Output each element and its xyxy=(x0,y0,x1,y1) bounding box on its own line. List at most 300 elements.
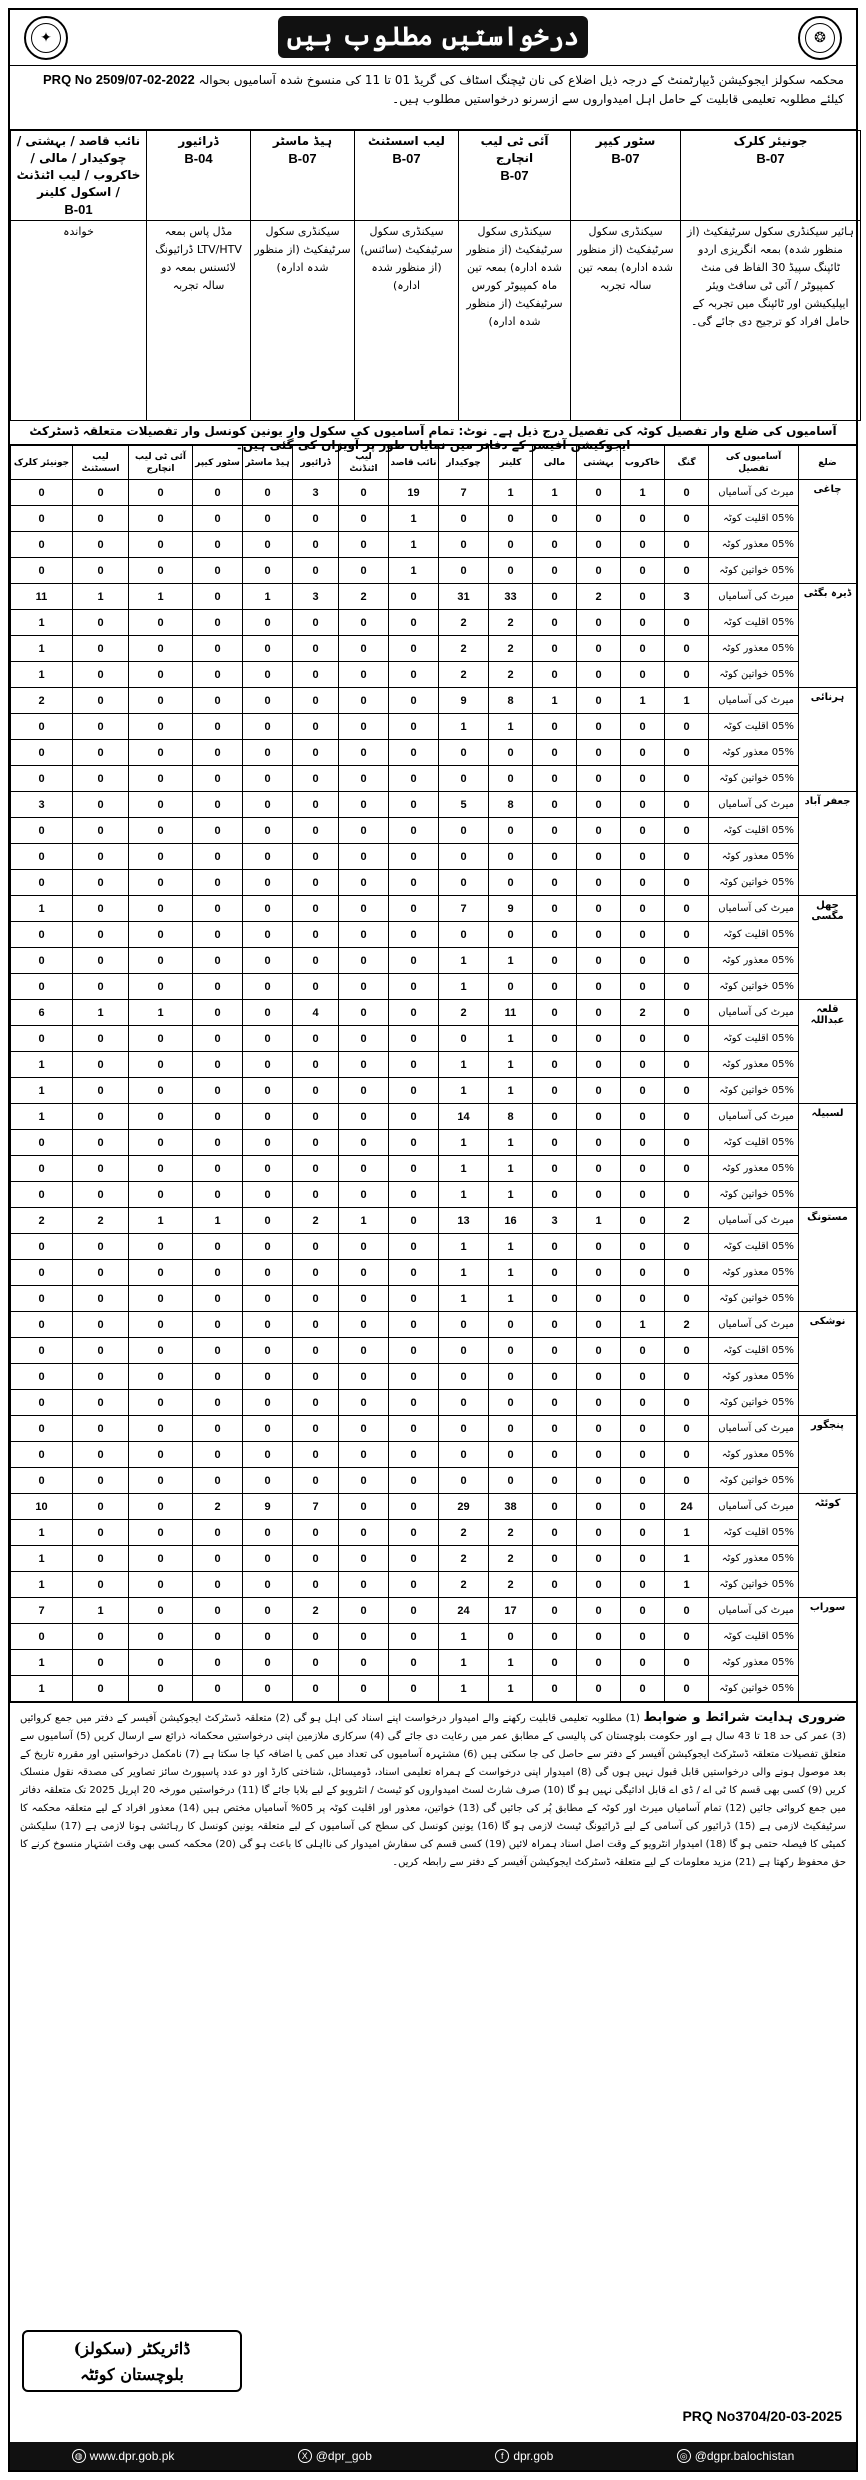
vacancy-count: 0 xyxy=(665,766,709,792)
vacancy-count: 0 xyxy=(577,1156,621,1182)
vacancy-count: 0 xyxy=(193,792,243,818)
table-row xyxy=(11,1260,857,1286)
vacancy-count: 0 xyxy=(389,1208,439,1234)
vacancy-count: 1 xyxy=(11,1546,73,1572)
table-row xyxy=(11,1468,857,1494)
vacancy-count: 0 xyxy=(129,1650,193,1676)
vacancy-count: 0 xyxy=(129,896,193,922)
vacancy-count: 8 xyxy=(489,688,533,714)
vacancy-count: 0 xyxy=(577,1364,621,1390)
vacancy-count: 0 xyxy=(11,532,73,558)
vacancy-count: 0 xyxy=(533,1442,577,1468)
vacancy-count: 0 xyxy=(621,1286,665,1312)
signature-block xyxy=(10,2322,856,2442)
posts-table xyxy=(10,130,861,421)
table-row xyxy=(11,792,857,818)
vacancy-count: 0 xyxy=(293,1260,339,1286)
vacancy-count: 0 xyxy=(339,1468,389,1494)
vacancy-count: 0 xyxy=(621,1390,665,1416)
vacancy-count: 24 xyxy=(439,1598,489,1624)
vacancy-count: 0 xyxy=(665,662,709,688)
vacancy-count: 0 xyxy=(73,870,129,896)
grid-column-header: سٹور کیپر xyxy=(193,446,243,480)
vacancy-count: 0 xyxy=(489,1468,533,1494)
post-qualification: سیکنڈری سکول سرٹیفکیٹ (از منظور شدہ ادارہ) xyxy=(251,221,355,421)
vacancy-count: 0 xyxy=(339,1624,389,1650)
table-row xyxy=(11,610,857,636)
vacancy-count: 0 xyxy=(339,922,389,948)
vacancy-count: 0 xyxy=(243,1676,293,1702)
vacancy-count: 0 xyxy=(577,1624,621,1650)
vacancy-count: 0 xyxy=(193,558,243,584)
vacancy-count: 0 xyxy=(533,1312,577,1338)
vacancy-count: 0 xyxy=(533,1494,577,1520)
vacancy-count: 0 xyxy=(621,1468,665,1494)
quota-label: 05% اقلیت کوٹہ xyxy=(709,506,799,532)
vacancy-count: 0 xyxy=(533,1260,577,1286)
vacancy-count: 1 xyxy=(73,1598,129,1624)
vacancy-count: 0 xyxy=(243,948,293,974)
vacancy-count: 0 xyxy=(389,1130,439,1156)
vacancy-count: 0 xyxy=(129,844,193,870)
vacancy-count: 0 xyxy=(577,1546,621,1572)
vacancy-count: 1 xyxy=(665,688,709,714)
vacancy-count: 0 xyxy=(11,818,73,844)
vacancy-count: 0 xyxy=(577,1312,621,1338)
vacancy-count: 1 xyxy=(489,1026,533,1052)
vacancy-count: 0 xyxy=(621,1572,665,1598)
vacancy-count: 33 xyxy=(489,584,533,610)
vacancy-count: 3 xyxy=(293,480,339,506)
vacancy-count: 0 xyxy=(293,974,339,1000)
district-name: قلعہ عبداللہ xyxy=(799,1000,857,1104)
vacancy-count: 0 xyxy=(243,1624,293,1650)
vacancy-count: 1 xyxy=(11,1104,73,1130)
director-stamp xyxy=(22,2330,242,2392)
vacancy-count: 1 xyxy=(73,584,129,610)
vacancy-count: 0 xyxy=(621,506,665,532)
vacancy-count: 1 xyxy=(489,1052,533,1078)
vacancy-count: 2 xyxy=(489,662,533,688)
vacancy-count: 0 xyxy=(339,1260,389,1286)
vacancy-count: 0 xyxy=(129,1390,193,1416)
vacancy-count: 0 xyxy=(129,558,193,584)
vacancy-count: 0 xyxy=(243,1416,293,1442)
vacancy-count: 0 xyxy=(11,1026,73,1052)
conditions-title: ضروری ہدایت شرائط و ضوابط xyxy=(643,1710,846,1725)
vacancy-count: 0 xyxy=(73,636,129,662)
vacancy-count: 0 xyxy=(73,1078,129,1104)
vacancy-count: 0 xyxy=(339,636,389,662)
post-grade: B-07 xyxy=(500,168,529,183)
table-row xyxy=(11,766,857,792)
vacancy-count: 0 xyxy=(73,662,129,688)
vacancy-count: 0 xyxy=(621,974,665,1000)
vacancy-count: 19 xyxy=(389,480,439,506)
vacancy-count: 1 xyxy=(389,532,439,558)
x-icon: X xyxy=(298,2449,312,2463)
vacancy-count: 0 xyxy=(533,1572,577,1598)
vacancy-count: 0 xyxy=(243,1650,293,1676)
vacancy-count: 0 xyxy=(533,1390,577,1416)
district-name: لسبیلہ xyxy=(799,1104,857,1208)
table-row xyxy=(11,1442,857,1468)
vacancy-count: 0 xyxy=(665,1234,709,1260)
vacancy-count: 0 xyxy=(293,1156,339,1182)
table-row xyxy=(11,1286,857,1312)
table-row xyxy=(11,1104,857,1130)
vacancy-count: 0 xyxy=(73,974,129,1000)
vacancy-count: 24 xyxy=(665,1494,709,1520)
district-name: ہرنائی xyxy=(799,688,857,792)
vacancy-count: 0 xyxy=(293,1078,339,1104)
vacancy-count: 0 xyxy=(129,610,193,636)
vacancy-count: 0 xyxy=(621,1130,665,1156)
vacancy-count: 2 xyxy=(665,1312,709,1338)
vacancy-count: 0 xyxy=(577,766,621,792)
vacancy-count: 0 xyxy=(533,1052,577,1078)
vacancy-count: 0 xyxy=(243,974,293,1000)
vacancy-count: 0 xyxy=(533,1546,577,1572)
vacancy-count: 0 xyxy=(665,922,709,948)
vacancy-count: 0 xyxy=(621,870,665,896)
social-link[interactable] xyxy=(72,2449,175,2464)
vacancy-count: 0 xyxy=(193,1312,243,1338)
vacancy-count: 0 xyxy=(129,818,193,844)
vacancy-count: 0 xyxy=(129,1520,193,1546)
district-name: مستونگ xyxy=(799,1208,857,1312)
vacancy-count: 0 xyxy=(533,792,577,818)
vacancy-count: 0 xyxy=(389,1234,439,1260)
table-row xyxy=(11,922,857,948)
vacancy-count: 0 xyxy=(293,740,339,766)
vacancy-count: 1 xyxy=(489,1286,533,1312)
vacancy-count: 0 xyxy=(533,714,577,740)
vacancy-count: 10 xyxy=(11,1494,73,1520)
vacancy-count: 0 xyxy=(339,974,389,1000)
vacancy-grid xyxy=(10,445,857,1702)
vacancy-count: 3 xyxy=(11,792,73,818)
vacancy-count: 0 xyxy=(389,610,439,636)
vacancy-count: 11 xyxy=(11,584,73,610)
vacancy-count: 4 xyxy=(293,1000,339,1026)
vacancy-count: 0 xyxy=(293,1468,339,1494)
vacancy-count: 0 xyxy=(73,1156,129,1182)
vacancy-count: 0 xyxy=(389,974,439,1000)
vacancy-count: 0 xyxy=(129,1494,193,1520)
vacancy-count: 0 xyxy=(73,740,129,766)
social-text: www.dpr.gob.pk xyxy=(89,2448,175,2463)
vacancy-count: 0 xyxy=(129,1312,193,1338)
vacancy-count: 0 xyxy=(243,1312,293,1338)
director-title: ڈائریکٹر (سکولز) xyxy=(73,2339,191,2358)
vacancy-count: 0 xyxy=(11,1468,73,1494)
vacancy-count: 0 xyxy=(577,636,621,662)
vacancy-count: 2 xyxy=(439,1520,489,1546)
vacancy-count: 0 xyxy=(339,1000,389,1026)
vacancy-count: 0 xyxy=(621,896,665,922)
vacancy-count: 0 xyxy=(129,766,193,792)
vacancy-count: 0 xyxy=(577,844,621,870)
vacancy-count: 0 xyxy=(489,974,533,1000)
vacancy-count: 0 xyxy=(665,636,709,662)
table-row xyxy=(11,1598,857,1624)
vacancy-count: 0 xyxy=(489,766,533,792)
vacancy-count: 0 xyxy=(389,896,439,922)
vacancy-count: 0 xyxy=(339,1416,389,1442)
vacancy-count: 0 xyxy=(193,974,243,1000)
vacancy-count: 0 xyxy=(489,818,533,844)
vacancy-count: 0 xyxy=(389,1520,439,1546)
vacancy-count: 0 xyxy=(73,1520,129,1546)
vacancy-count: 0 xyxy=(193,740,243,766)
vacancy-count: 0 xyxy=(339,480,389,506)
vacancy-count: 0 xyxy=(489,1624,533,1650)
vacancy-count: 1 xyxy=(489,948,533,974)
vacancy-count: 0 xyxy=(11,714,73,740)
vacancy-count: 0 xyxy=(73,844,129,870)
vacancy-count: 3 xyxy=(533,1208,577,1234)
vacancy-count: 3 xyxy=(293,584,339,610)
vacancy-count: 0 xyxy=(339,740,389,766)
vacancy-count: 0 xyxy=(293,948,339,974)
vacancy-count: 0 xyxy=(243,1104,293,1130)
vacancy-count: 0 xyxy=(193,1676,243,1702)
vacancy-count: 1 xyxy=(129,1208,193,1234)
quota-label: 05% خواتین کوٹہ xyxy=(709,1468,799,1494)
vacancy-count: 0 xyxy=(439,1338,489,1364)
vacancy-count: 1 xyxy=(489,480,533,506)
vacancy-count: 0 xyxy=(73,792,129,818)
vacancy-count: 0 xyxy=(193,584,243,610)
vacancy-count: 0 xyxy=(73,1650,129,1676)
quota-label: 05% اقلیت کوٹہ xyxy=(709,1026,799,1052)
vacancy-count: 0 xyxy=(73,1494,129,1520)
vacancy-count: 0 xyxy=(243,662,293,688)
vacancy-count: 0 xyxy=(621,1052,665,1078)
vacancy-count: 0 xyxy=(129,1546,193,1572)
grid-column-header: جونیئر کلرک xyxy=(11,446,73,480)
grid-column-header: آئی ٹی لیب انچارج xyxy=(129,446,193,480)
vacancy-count: 0 xyxy=(193,896,243,922)
vacancy-count: 0 xyxy=(439,922,489,948)
vacancy-count: 0 xyxy=(129,662,193,688)
vacancy-count: 0 xyxy=(339,870,389,896)
vacancy-count: 0 xyxy=(293,1312,339,1338)
vacancy-count: 3 xyxy=(665,584,709,610)
vacancy-count: 0 xyxy=(577,1286,621,1312)
vacancy-count: 8 xyxy=(489,792,533,818)
vacancy-count: 0 xyxy=(577,974,621,1000)
vacancy-count: 0 xyxy=(11,922,73,948)
vacancy-count: 0 xyxy=(533,766,577,792)
vacancy-count: 31 xyxy=(439,584,489,610)
vacancy-count: 0 xyxy=(439,532,489,558)
vacancy-count: 0 xyxy=(11,1130,73,1156)
vacancy-count: 0 xyxy=(243,740,293,766)
quota-label: میرٹ کی آسامیاں xyxy=(709,1000,799,1026)
social-text: dpr.gob xyxy=(513,2448,554,2463)
table-row xyxy=(11,584,857,610)
vacancy-count: 0 xyxy=(129,922,193,948)
vacancy-count: 0 xyxy=(193,766,243,792)
vacancy-count: 0 xyxy=(577,610,621,636)
vacancy-count: 0 xyxy=(293,688,339,714)
vacancy-count: 0 xyxy=(577,792,621,818)
vacancy-count: 0 xyxy=(73,1624,129,1650)
vacancy-count: 0 xyxy=(577,1650,621,1676)
vacancy-count: 0 xyxy=(73,480,129,506)
vacancy-count: 0 xyxy=(129,870,193,896)
vacancy-count: 2 xyxy=(489,1572,533,1598)
vacancy-count: 2 xyxy=(11,1208,73,1234)
vacancy-count: 7 xyxy=(439,896,489,922)
vacancy-count: 0 xyxy=(389,688,439,714)
post-grade: B-07 xyxy=(288,151,317,166)
quota-label: میرٹ کی آسامیاں xyxy=(709,1598,799,1624)
vacancy-count: 2 xyxy=(73,1208,129,1234)
vacancy-count: 0 xyxy=(533,948,577,974)
vacancy-count: 0 xyxy=(243,1026,293,1052)
vacancy-count: 0 xyxy=(11,1156,73,1182)
vacancy-count: 0 xyxy=(293,506,339,532)
quota-label: میرٹ کی آسامیاں xyxy=(709,688,799,714)
intro-line-1: محکمہ سکولز ایجوکیشن ڈیپارٹمنٹ کے درجہ ذیل اضلاع کی نان ٹیچنگ اسٹاف کی گریڈ 01 تا 11 کی منسوخ شدہ آسامیوں بحوالہ xyxy=(198,73,844,87)
vacancy-count: 1 xyxy=(439,1156,489,1182)
vacancy-count: 0 xyxy=(193,1260,243,1286)
vacancy-count: 0 xyxy=(489,1416,533,1442)
vacancy-count: 0 xyxy=(489,506,533,532)
table-row xyxy=(11,1182,857,1208)
post-name: ہیڈ ماسٹر xyxy=(272,134,333,148)
social-link[interactable] xyxy=(677,2449,795,2464)
vacancy-count: 0 xyxy=(665,1130,709,1156)
vacancy-count: 1 xyxy=(11,1572,73,1598)
vacancy-count: 0 xyxy=(339,610,389,636)
vacancy-count: 0 xyxy=(389,1000,439,1026)
table-row xyxy=(11,948,857,974)
vacancy-count: 0 xyxy=(11,1260,73,1286)
post-grade: B-07 xyxy=(756,151,785,166)
social-link[interactable] xyxy=(298,2449,372,2464)
vacancy-count: 2 xyxy=(489,636,533,662)
vacancy-count: 0 xyxy=(129,1676,193,1702)
vacancy-count: 0 xyxy=(389,584,439,610)
vacancy-count: 7 xyxy=(439,480,489,506)
vacancy-count: 0 xyxy=(73,766,129,792)
vacancy-count: 1 xyxy=(439,1286,489,1312)
vacancy-count: 0 xyxy=(577,1468,621,1494)
vacancy-count: 0 xyxy=(439,1026,489,1052)
post-header xyxy=(251,131,355,221)
vacancy-count: 0 xyxy=(11,974,73,1000)
vacancy-count: 0 xyxy=(389,662,439,688)
vacancy-count: 0 xyxy=(73,1286,129,1312)
vacancy-count: 0 xyxy=(73,1572,129,1598)
table-row xyxy=(11,1208,857,1234)
government-logo xyxy=(798,16,842,60)
vacancy-count: 1 xyxy=(489,1260,533,1286)
vacancy-count: 0 xyxy=(193,844,243,870)
vacancy-count: 1 xyxy=(439,714,489,740)
vacancy-count: 1 xyxy=(11,1520,73,1546)
vacancy-count: 0 xyxy=(489,870,533,896)
district-name: کوئٹہ xyxy=(799,1494,857,1598)
vacancy-count: 1 xyxy=(489,1156,533,1182)
vacancy-count: 0 xyxy=(533,506,577,532)
table-row xyxy=(11,688,857,714)
vacancy-count: 0 xyxy=(577,1494,621,1520)
vacancy-count: 0 xyxy=(193,1390,243,1416)
vacancy-count: 0 xyxy=(11,1416,73,1442)
vacancy-count: 0 xyxy=(293,1364,339,1390)
vacancy-count: 0 xyxy=(293,610,339,636)
vacancy-count: 2 xyxy=(439,1000,489,1026)
table-row xyxy=(11,1650,857,1676)
vacancy-count: 0 xyxy=(389,1104,439,1130)
vacancy-count: 0 xyxy=(621,1520,665,1546)
vacancy-count: 0 xyxy=(73,610,129,636)
vacancy-count: 0 xyxy=(621,1442,665,1468)
vacancy-count: 0 xyxy=(533,818,577,844)
vacancy-count: 0 xyxy=(489,1312,533,1338)
quota-label: 05% خواتین کوٹہ xyxy=(709,558,799,584)
facebook-icon: f xyxy=(495,2449,509,2463)
vacancy-count: 0 xyxy=(577,480,621,506)
vacancy-count: 0 xyxy=(533,1234,577,1260)
vacancy-count: 0 xyxy=(389,1442,439,1468)
director-location: بلوچستان کوئٹہ xyxy=(80,2365,184,2384)
quota-label: 05% اقلیت کوٹہ xyxy=(709,1234,799,1260)
vacancy-count: 0 xyxy=(129,1442,193,1468)
vacancy-count: 1 xyxy=(11,610,73,636)
quota-label: 05% خواتین کوٹہ xyxy=(709,1390,799,1416)
vacancy-count: 0 xyxy=(11,870,73,896)
vacancy-count: 0 xyxy=(665,1182,709,1208)
vacancy-count: 0 xyxy=(665,1104,709,1130)
quota-label: 05% اقلیت کوٹہ xyxy=(709,610,799,636)
vacancy-count: 0 xyxy=(193,1026,243,1052)
quota-label: 05% اقلیت کوٹہ xyxy=(709,714,799,740)
vacancy-count: 0 xyxy=(129,948,193,974)
vacancy-count: 2 xyxy=(439,636,489,662)
quota-label: میرٹ کی آسامیاں xyxy=(709,1312,799,1338)
quota-label: میرٹ کی آسامیاں xyxy=(709,896,799,922)
vacancy-count: 0 xyxy=(489,1338,533,1364)
vacancy-count: 0 xyxy=(339,1286,389,1312)
vacancy-count: 0 xyxy=(293,1286,339,1312)
vacancy-count: 2 xyxy=(489,1520,533,1546)
vacancy-count: 0 xyxy=(621,818,665,844)
vacancy-count: 0 xyxy=(621,740,665,766)
intro-text xyxy=(10,66,856,130)
vacancy-count: 1 xyxy=(439,1182,489,1208)
vacancy-count: 0 xyxy=(577,818,621,844)
crest-icon: ❂ xyxy=(805,23,835,53)
vacancy-count: 0 xyxy=(533,740,577,766)
vacancy-count: 1 xyxy=(389,506,439,532)
social-link[interactable] xyxy=(495,2449,553,2464)
vacancy-count: 0 xyxy=(11,1364,73,1390)
vacancy-count: 0 xyxy=(193,714,243,740)
vacancy-count: 0 xyxy=(243,896,293,922)
vacancy-count: 0 xyxy=(389,1338,439,1364)
vacancy-count: 0 xyxy=(11,1624,73,1650)
post-name: ڈرائیور xyxy=(178,134,219,148)
vacancy-count: 0 xyxy=(489,1442,533,1468)
vacancy-count: 0 xyxy=(439,818,489,844)
vacancy-count: 0 xyxy=(665,1078,709,1104)
